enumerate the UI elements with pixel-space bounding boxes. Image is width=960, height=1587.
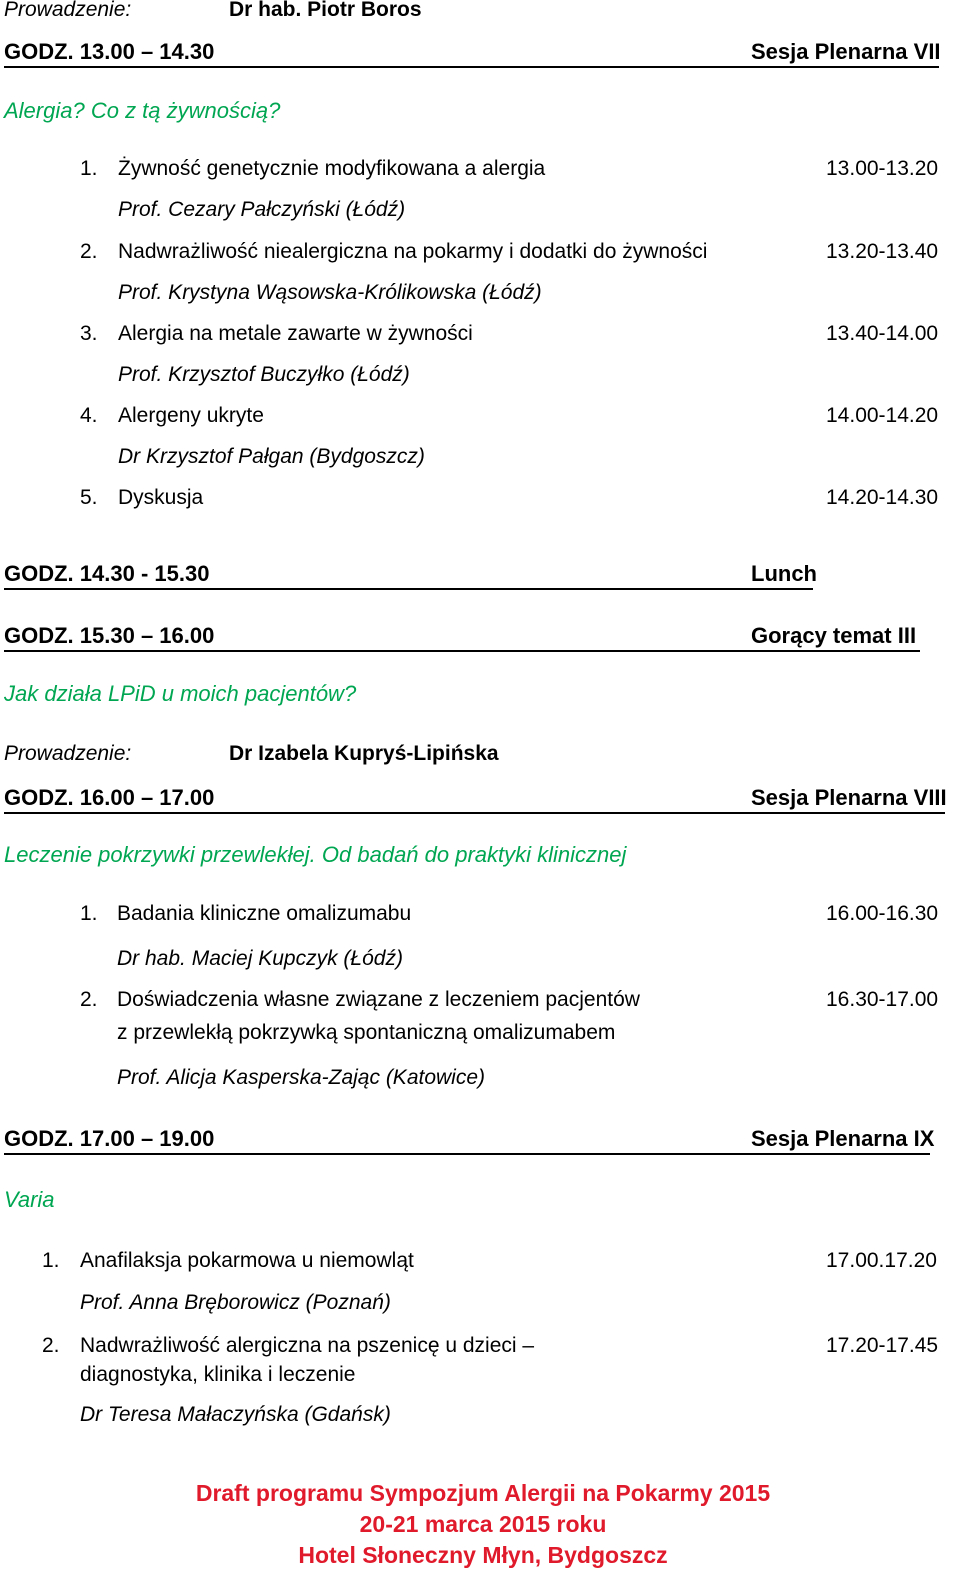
item-title-continued: diagnostyka, klinika i leczenie [80,1363,356,1386]
item-speaker: Prof. Anna Bręborowicz (Poznań) [80,1291,391,1314]
session-header-8 [4,782,945,814]
item-speaker: Prof. Alicja Kasperska-Zając (Katowice) [117,1066,486,1089]
item-time: 13.40-14.00 [826,322,939,345]
session-header-7 [4,36,939,68]
item-title-continued: z przewlekłą pokrzywką spontaniczną omalizumabem [117,1021,616,1044]
item-title: Nadwrażliwość niealergiczna na pokarmy i dodatki do żywności [118,240,708,263]
item-time: 13.00-13.20 [826,157,939,180]
item-number: 4. [80,404,98,427]
session-time: GODZ. 13.00 – 14.30 [4,39,215,64]
moderator-label: Prowadzenie: [4,0,132,21]
session-time: GODZ. 14.30 - 15.30 [4,561,210,586]
session-time: GODZ. 17.00 – 19.00 [4,1126,215,1151]
session-topic: Varia [4,1187,55,1212]
session-time: GODZ. 16.00 – 17.00 [4,785,215,810]
session-header-9 [4,1123,935,1155]
hot-topic-header [4,620,920,652]
item-time: 17.00.17.20 [826,1249,937,1272]
item-title: Żywność genetycznie modyfikowana a alergia [118,157,546,180]
item-number: 3. [80,322,98,345]
footer-date: 20-21 marca 2015 roku [359,1511,607,1537]
item-title: Nadwrażliwość alergiczna na pszenicę u dzieci – [80,1334,535,1357]
item-speaker: Prof. Krystyna Wąsowska-Królikowska (Łódź) [118,281,542,304]
item-speaker: Prof. Cezary Pałczyński (Łódź) [118,198,406,221]
session-topic: Alergia? Co z tą żywnością? [4,98,281,123]
item-number: 5. [80,486,98,509]
item-time: 14.00-14.20 [826,404,939,427]
moderator-name: Dr hab. Piotr Boros [229,0,422,21]
item-time: 17.20-17.45 [826,1334,939,1357]
item-title: Alergeny ukryte [118,404,264,427]
session-title: Sesja Plenarna VII [751,39,941,64]
item-time: 16.30-17.00 [826,988,939,1011]
item-time: 14.20-14.30 [826,486,939,509]
moderator-label: Prowadzenie: [4,742,132,765]
item-speaker: Dr hab. Maciej Kupczyk (Łódź) [117,947,403,970]
session-time: GODZ. 15.30 – 16.00 [4,623,215,648]
item-title: Badania kliniczne omalizumabu [117,902,412,925]
item-number: 1. [42,1249,60,1272]
item-speaker: Dr Krzysztof Pałgan (Bydgoszcz) [118,445,425,468]
session-topic: Leczenie pokrzywki przewlekłej. Od badań do praktyki klinicznej [4,842,627,867]
item-time: 16.00-16.30 [826,902,939,925]
item-title: Anafilaksja pokarmowa u niemowląt [80,1249,414,1272]
moderator-name: Dr Izabela Kupryś-Lipińska [229,742,499,765]
footer-title: Draft programu Sympozjum Alergii na Pokarmy 2015 [195,1480,771,1506]
item-title: Doświadczenia własne związane z leczeniem pacjentów [117,988,640,1011]
lunch-header [4,558,817,590]
item-number: 1. [80,902,98,925]
item-title: Dyskusja [118,486,204,509]
item-speaker: Dr Teresa Małaczyńska (Gdańsk) [80,1403,391,1426]
item-number: 2. [80,240,98,263]
item-title: Alergia na metale zawarte w żywności [118,322,473,345]
session-title: Sesja Plenarna IX [751,1126,935,1151]
footer-venue: Hotel Słoneczny Młyn, Bydgoszcz [298,1542,668,1568]
item-number: 2. [42,1334,60,1357]
item-speaker: Prof. Krzysztof Buczyłko (Łódź) [118,363,410,386]
session-title: Sesja Plenarna VIII [751,785,947,810]
session-title: Gorący temat III [751,623,917,648]
session-topic: Jak działa LPiD u moich pacjentów? [4,681,357,706]
item-number: 1. [80,157,98,180]
item-number: 2. [80,988,98,1011]
session-title: Lunch [751,561,817,586]
item-time: 13.20-13.40 [826,240,939,263]
